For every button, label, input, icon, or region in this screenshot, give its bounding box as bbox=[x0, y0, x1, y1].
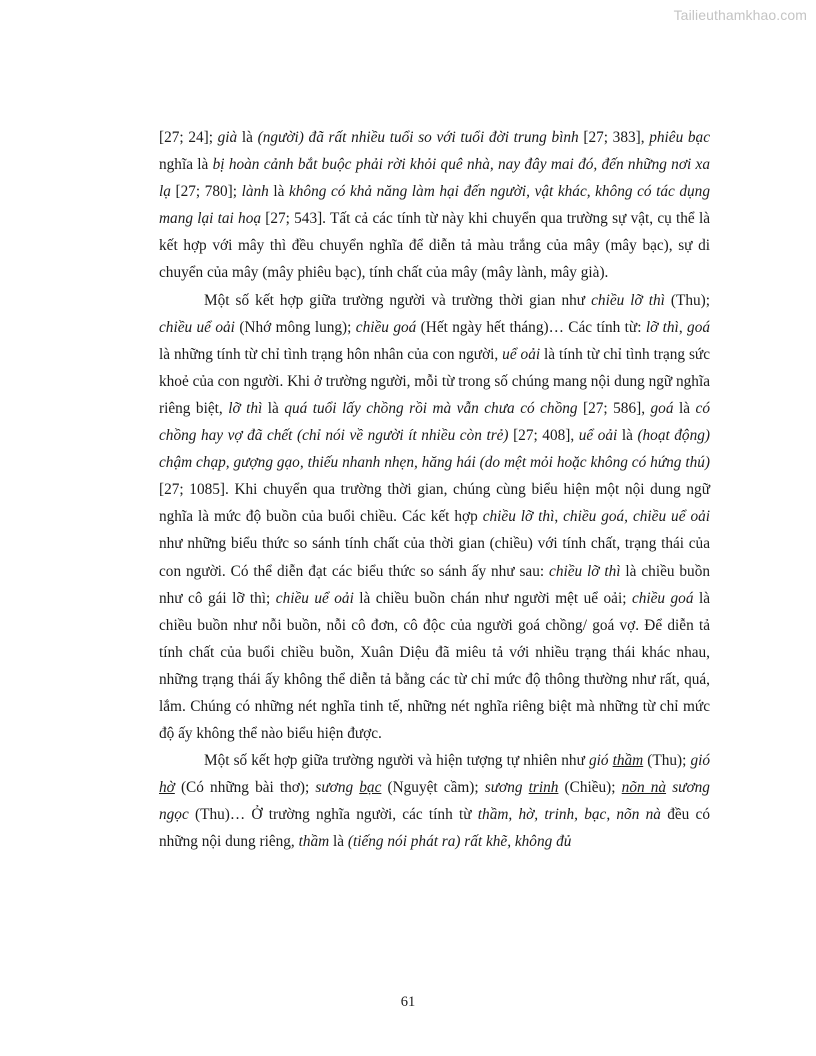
text-run: gió bbox=[690, 752, 711, 770]
text-run: sương bbox=[315, 779, 360, 797]
text-run: chiều lỡ thì bbox=[549, 562, 621, 580]
text-run: có chồng hay vợ đã chết (chỉ nói về người ít nhiều còn trẻ) bbox=[159, 399, 710, 445]
text-run: [27; 1085]. Khi chuyển qua trường thời gian, chúng cùng biểu hiện một nội dung ngữ nghĩa là mức độ buồn của buổi chiều. Các kết hợp bbox=[159, 481, 710, 526]
text-run: thầm, hờ, trinh, bạc, nõn nà bbox=[477, 806, 661, 824]
text-run: là chiều buồn chán như người mệt uể oải; bbox=[353, 589, 632, 607]
text-run: (Nguyệt cầm); bbox=[381, 779, 485, 797]
text-run: Một số kết hợp giữa trường người và hiện tượng tự nhiên như bbox=[204, 752, 589, 770]
text-run: bị hoàn cảnh bắt buộc phải rời khỏi quê nhà, nay đây mai đó, đến những nơi xa lạ bbox=[159, 156, 710, 201]
text-run: (Chiều); bbox=[558, 779, 622, 797]
text-run: là bbox=[262, 399, 285, 417]
text-run: quá tuổi lấy chồng rồi mà vẫn chưa có chồng bbox=[284, 399, 578, 417]
text-run: không có khả năng làm hại đến người, vật khác, không có tác dụng mang lại tai hoạ bbox=[159, 183, 710, 228]
text-run: goá bbox=[687, 318, 710, 336]
paragraph-1 bbox=[159, 124, 710, 287]
page-number: 61 bbox=[400, 994, 416, 1010]
text-run: chiều goá bbox=[631, 589, 694, 607]
text-run: Một số kết hợp giữa trường người và trường thời gian như bbox=[204, 291, 592, 309]
text-run: chiều uể oải bbox=[159, 318, 235, 336]
text-run: (Thu); bbox=[664, 291, 711, 309]
text-run: phiêu bạc bbox=[649, 129, 710, 146]
text-run: thầm bbox=[612, 752, 644, 770]
text-run: thầm bbox=[298, 833, 330, 851]
text-run: trinh bbox=[528, 779, 559, 797]
text-run: là bbox=[673, 399, 696, 417]
text-run: [27; 383], bbox=[578, 129, 650, 146]
text-run: (Thu)… Ở trường nghĩa người, các tính từ bbox=[188, 806, 478, 824]
watermark: Tailieuthamkhao.com bbox=[673, 7, 807, 23]
text-run: [27; 24]; bbox=[159, 129, 218, 146]
text-run: chiều goá, chiều uể oải bbox=[563, 508, 710, 526]
text-run: (hoạt động) chậm chạp, gượng gạo, thiếu nhanh nhẹn, hăng hái (do mệt mỏi hoặc không có hứng thú) bbox=[159, 427, 710, 472]
text-run: uể oải bbox=[578, 427, 618, 445]
text-run: là tính từ chỉ tình trạng sức khoẻ của con người. Khi ở trường người, mỗi từ trong số chúng mang nội dung ngữ nghĩa riêng biệt, bbox=[159, 345, 710, 417]
text-run: là bbox=[617, 427, 638, 445]
text-run: [27; 586], bbox=[577, 399, 651, 417]
text-run: nõn nà bbox=[621, 779, 667, 797]
text-run: lỡ thì bbox=[645, 318, 679, 336]
text-run: sương bbox=[484, 779, 529, 797]
text-run: già bbox=[217, 129, 238, 146]
text-run: [27; 543]. Tất cả các tính từ này khi chuyển qua trường sự vật, cụ thể là kết hợp với mây thì đều chuyển nghĩa để diễn tả màu trắng của mây (mây bạc), sự di chuyển của mây (mây phiêu bạc), tính chất của mây (mây lành, mây già). bbox=[159, 210, 710, 282]
text-run: , bbox=[554, 508, 564, 526]
text-run: lành bbox=[241, 183, 269, 201]
text-run: , bbox=[678, 318, 688, 336]
text-run: [27; 780]; bbox=[170, 183, 242, 201]
paragraph-3 bbox=[159, 747, 710, 855]
text-run: đều có những nội dung riêng, bbox=[159, 806, 710, 851]
text-run: là bbox=[237, 129, 258, 146]
text-run: (Nhớ mông lung); bbox=[234, 318, 356, 336]
text-run: [27; 408], bbox=[508, 427, 579, 445]
body-text bbox=[159, 124, 710, 856]
text-run: chiều lỡ thì bbox=[482, 508, 555, 526]
text-run: (Hết ngày hết tháng)… Các tính từ: bbox=[416, 318, 646, 336]
text-run: nghĩa là bbox=[159, 156, 213, 174]
text-run: là bbox=[268, 183, 289, 201]
text-run: (Thu); bbox=[643, 752, 691, 770]
text-run: gió bbox=[588, 752, 613, 770]
text-run: bạc bbox=[359, 779, 382, 797]
text-run: là những tính từ chỉ tình trạng hôn nhân của con người, bbox=[159, 345, 503, 363]
text-run: là chiều buồn như nỗi buồn, nỗi cô đơn, cô độc của người goá chồng/ goá vợ. Để diễn tả tính chất của buổi chiều buồn, Xuân Diệu đã miêu tả với nhiều trạng thái khác nhau, những trạng thái ấy không thể diễn tả bằng các từ chỉ mức độ thông thường như rất, quá, lắm. Chúng có những nét nghĩa tinh tế, những nét nghĩa riêng biệt mà những từ chỉ mức độ ấy không thể nào biểu hiện được. bbox=[159, 589, 710, 743]
text-run: là bbox=[329, 833, 348, 851]
text-run: như những biểu thức so sánh tính chất của thời gian (chiều) với tính chất, trạng thái của con người. Có thể diễn đạt các biểu thức so sánh ấy như sau: bbox=[159, 535, 710, 580]
text-run: là chiều buồn như cô gái lỡ thì; bbox=[159, 562, 710, 607]
paragraph-2 bbox=[159, 287, 710, 748]
text-run: chiều goá bbox=[355, 318, 417, 336]
text-run: uể oải bbox=[502, 345, 541, 363]
text-run: chiều uể oải bbox=[275, 589, 354, 607]
text-run: chiều lỡ thì bbox=[591, 291, 665, 309]
text-run: (Có những bài thơ); bbox=[174, 779, 316, 797]
text-run: sương ngọc bbox=[159, 779, 710, 824]
text-run: (người) đã rất nhiều tuổi so với tuổi đời trung bình bbox=[257, 129, 579, 146]
text-run: goá bbox=[650, 399, 674, 417]
text-run: (tiếng nói phát ra) rất khẽ, không đủ bbox=[347, 833, 572, 851]
text-run: hờ bbox=[159, 779, 175, 797]
text-run: lỡ thì bbox=[228, 399, 263, 417]
